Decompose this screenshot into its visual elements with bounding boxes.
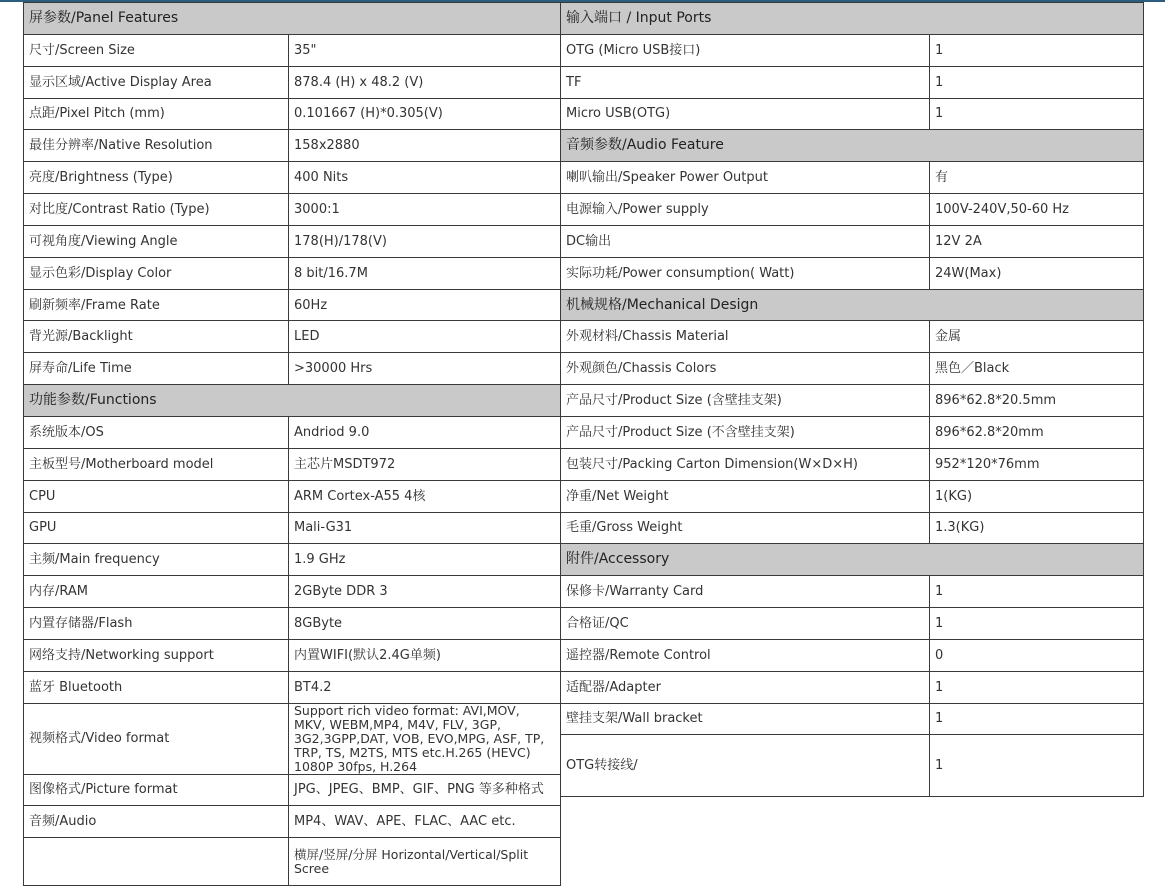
spec-label: 毛重/Gross Weight [561, 512, 930, 544]
spec-row [24, 639, 561, 671]
section-header-row [561, 544, 1144, 576]
spec-label: 保修卡/Warranty Card [561, 576, 930, 608]
spec-value: Mali-G31 [289, 512, 561, 544]
spec-row [24, 838, 561, 886]
spec-value: 400 Nits [289, 162, 561, 194]
spec-label: 适配器/Adapter [561, 671, 930, 703]
spec-value: JPG、JPEG、BMP、GIF、PNG 等多种格式 [289, 774, 561, 806]
spec-row [561, 34, 1144, 66]
spec-label: DC输出 [561, 225, 930, 257]
spec-value: 896*62.8*20.5mm [930, 385, 1144, 417]
spec-label: 背光源/Backlight [24, 321, 289, 353]
spec-label: 主频/Main frequency [24, 544, 289, 576]
section-header-input-ports: 输入端口 / Input Ports [561, 3, 1144, 35]
spec-label: 合格证/QC [561, 608, 930, 640]
spec-row [561, 162, 1144, 194]
spec-label: 产品尺寸/Product Size (不含壁挂支架) [561, 416, 930, 448]
right-spec-table [560, 2, 1144, 797]
spec-row [561, 353, 1144, 385]
spec-row [561, 512, 1144, 544]
spec-label: 亮度/Brightness (Type) [24, 162, 289, 194]
spec-row [561, 257, 1144, 289]
spec-row [24, 257, 561, 289]
spec-row [561, 416, 1144, 448]
spec-row [561, 194, 1144, 226]
spec-label: 外观颜色/Chassis Colors [561, 353, 930, 385]
spec-row [24, 480, 561, 512]
spec-value: 1 [930, 703, 1144, 735]
spec-row [24, 130, 561, 162]
spec-label: 点距/Pixel Pitch (mm) [24, 98, 289, 130]
spec-row [561, 385, 1144, 417]
section-header-panel-features: 屏参数/Panel Features [24, 3, 561, 35]
section-header-audio-feature: 音频参数/Audio Feature [561, 130, 1144, 162]
spec-label: 内存/RAM [24, 576, 289, 608]
spec-value: 952*120*76mm [930, 448, 1144, 480]
spec-label: 壁挂支架/Wall bracket [561, 703, 930, 735]
spec-value: 0 [930, 639, 1144, 671]
spec-row [24, 321, 561, 353]
spec-label: 对比度/Contrast Ratio (Type) [24, 194, 289, 226]
spec-label: 图像格式/Picture format [24, 774, 289, 806]
spec-label: OTG (Micro USB接口) [561, 34, 930, 66]
spec-label: 遥控器/Remote Control [561, 639, 930, 671]
spec-label: 显示区域/Active Display Area [24, 66, 289, 98]
spec-value: 878.4 (H) x 48.2 (V) [289, 66, 561, 98]
spec-label: 刷新频率/Frame Rate [24, 289, 289, 321]
spec-row [24, 289, 561, 321]
spec-label: 净重/Net Weight [561, 480, 930, 512]
section-header-row [24, 3, 561, 35]
spec-label: 屏寿命/Life Time [24, 353, 289, 385]
spec-value: 主芯片MSDT972 [289, 448, 561, 480]
spec-value: 金属 [930, 321, 1144, 353]
spec-value: 8 bit/16.7M [289, 257, 561, 289]
spec-row [561, 735, 1144, 797]
section-header-accessory: 附件/Accessory [561, 544, 1144, 576]
spec-value: 100V-240V,50-60 Hz [930, 194, 1144, 226]
spec-row [24, 671, 561, 703]
spec-label: 产品尺寸/Product Size (含壁挂支架) [561, 385, 930, 417]
spec-value: 1 [930, 576, 1144, 608]
spec-value: 1 [930, 98, 1144, 130]
spec-label: TF [561, 66, 930, 98]
spec-value: 1.9 GHz [289, 544, 561, 576]
spec-label: 内置存储器/Flash [24, 608, 289, 640]
spec-value: Support rich video format: AVI,MOV, MKV, WEBM,MP4, M4V, FLV, 3GP, 3G2,3GPP,DAT, VOB, EVO,MPG, ASF, TP, TRP, TS, M2TS, MTS etc.H.265 (HEVC) 1080P 30fps, H.264 [289, 703, 561, 774]
spec-row [561, 703, 1144, 735]
spec-value: 12V 2A [930, 225, 1144, 257]
spec-row [561, 576, 1144, 608]
spec-label: 电源输入/Power supply [561, 194, 930, 226]
spec-label: CPU [24, 480, 289, 512]
spec-row [561, 671, 1144, 703]
spec-row [561, 448, 1144, 480]
spec-row [561, 608, 1144, 640]
spec-value: 黑色／Black [930, 353, 1144, 385]
section-header-row [561, 289, 1144, 321]
section-header-mechanical-design: 机械规格/Mechanical Design [561, 289, 1144, 321]
section-header-row [24, 385, 561, 417]
spec-row [24, 544, 561, 576]
spec-row [24, 34, 561, 66]
spec-value: 内置WIFI(默认2.4G单频) [289, 639, 561, 671]
spec-value: 有 [930, 162, 1144, 194]
spec-row [561, 225, 1144, 257]
spec-row [24, 98, 561, 130]
spec-value: BT4.2 [289, 671, 561, 703]
spec-value: 178(H)/178(V) [289, 225, 561, 257]
spec-row [561, 480, 1144, 512]
spec-label: 视频格式/Video format [24, 703, 289, 774]
spec-label: OTG转接线/ [561, 735, 930, 797]
spec-label: 尺寸/Screen Size [24, 34, 289, 66]
spec-value: 1 [930, 671, 1144, 703]
spec-value: 1(KG) [930, 480, 1144, 512]
spec-value: MP4、WAV、APE、FLAC、AAC etc. [289, 806, 561, 838]
spec-value: >30000 Hrs [289, 353, 561, 385]
spec-label: 喇叭输出/Speaker Power Output [561, 162, 930, 194]
spec-row [561, 321, 1144, 353]
spec-row [24, 608, 561, 640]
spec-row [561, 639, 1144, 671]
spec-value: 2GByte DDR 3 [289, 576, 561, 608]
spec-value: LED [289, 321, 561, 353]
spec-label: 可视角度/Viewing Angle [24, 225, 289, 257]
spec-label: GPU [24, 512, 289, 544]
spec-row [24, 806, 561, 838]
spec-value: 35" [289, 34, 561, 66]
spec-label: 外观材料/Chassis Material [561, 321, 930, 353]
spec-label: 蓝牙 Bluetooth [24, 671, 289, 703]
spec-label [24, 838, 289, 886]
spec-value: 24W(Max) [930, 257, 1144, 289]
spec-value: ARM Cortex-A55 4核 [289, 480, 561, 512]
spec-row [24, 448, 561, 480]
spec-value: Andriod 9.0 [289, 416, 561, 448]
spec-value: 1 [930, 608, 1144, 640]
spec-label: 包装尺寸/Packing Carton Dimension(W×D×H) [561, 448, 930, 480]
spec-row [24, 162, 561, 194]
section-header-functions: 功能参数/Functions [24, 385, 561, 417]
spec-value: 896*62.8*20mm [930, 416, 1144, 448]
spec-row [24, 512, 561, 544]
spec-row [24, 225, 561, 257]
spec-row [24, 194, 561, 226]
spec-row [561, 66, 1144, 98]
spec-value: 0.101667 (H)*0.305(V) [289, 98, 561, 130]
spec-value: 横屏/竖屏/分屏 Horizontal/Vertical/Split Scree [289, 838, 561, 886]
section-header-row [561, 130, 1144, 162]
spec-row [561, 98, 1144, 130]
spec-label: 实际功耗/Power consumption( Watt) [561, 257, 930, 289]
spec-row [24, 774, 561, 806]
spec-value: 1 [930, 735, 1144, 797]
spec-value: 3000:1 [289, 194, 561, 226]
spec-label: Micro USB(OTG) [561, 98, 930, 130]
spec-row [24, 703, 561, 774]
spec-label: 显示色彩/Display Color [24, 257, 289, 289]
left-spec-table [23, 2, 561, 886]
spec-label: 系统版本/OS [24, 416, 289, 448]
spec-row [24, 576, 561, 608]
spec-row [24, 416, 561, 448]
section-header-row [561, 3, 1144, 35]
spec-value: 1 [930, 66, 1144, 98]
spec-value: 8GByte [289, 608, 561, 640]
spec-label: 主板型号/Motherboard model [24, 448, 289, 480]
spec-label: 音频/Audio [24, 806, 289, 838]
spec-row [24, 66, 561, 98]
spec-value: 1.3(KG) [930, 512, 1144, 544]
spec-value: 1 [930, 34, 1144, 66]
spec-label: 网络支持/Networking support [24, 639, 289, 671]
spec-value: 60Hz [289, 289, 561, 321]
spec-label: 最佳分辨率/Native Resolution [24, 130, 289, 162]
spec-value: 158x2880 [289, 130, 561, 162]
spec-row [24, 353, 561, 385]
